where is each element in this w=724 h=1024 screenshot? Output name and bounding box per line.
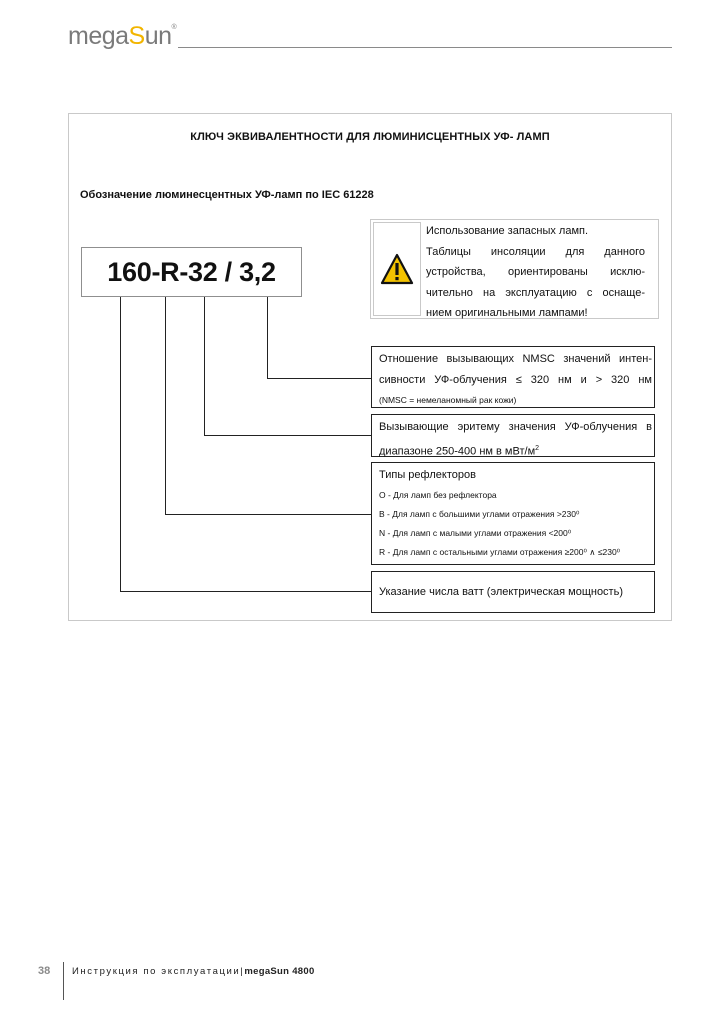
reflector-types-box <box>371 462 655 565</box>
connector-watts-vertical <box>120 297 121 592</box>
logo-suffix: un <box>144 22 172 50</box>
erythema-sup: 2 <box>535 445 540 452</box>
connector-erythema-vertical <box>204 297 205 436</box>
reflector-item: B - Для ламп с большими углами отражения >230⁰ <box>379 509 580 519</box>
nmsc-line: Отношение вызывающих NMSC значений интен- <box>379 353 652 365</box>
warning-triangle-icon <box>380 253 414 285</box>
connector-erythema-horizontal <box>204 435 371 436</box>
warning-line: Таблицы инсоляции для данного <box>426 245 645 258</box>
connector-watts-horizontal <box>120 591 371 592</box>
footer-separator: | <box>240 966 245 977</box>
footer-manual: Инструкция по эксплуатации <box>72 966 241 977</box>
watts-box <box>371 571 655 613</box>
warning-icon-cell <box>373 222 421 316</box>
header-rule <box>178 47 672 48</box>
reflector-item: R - Для ламп с остальными углами отражения ≥200⁰ ∧ ≤230⁰ <box>379 547 621 557</box>
logo-prefix: mega <box>68 22 129 50</box>
footer-text <box>72 966 315 977</box>
page-title: КЛЮЧ ЭКВИВАЛЕНТНОСТИ ДЛЯ ЛЮМИНИСЦЕНТНЫХ УФ- ЛАМП <box>190 131 550 143</box>
erythema-line-text: диапазоне 250-400 нм в мВт/м <box>379 445 536 458</box>
page-number: 38 <box>38 965 51 977</box>
nmsc-line: сивности УФ-облучения ≤ 320 нм и > 320 нм <box>379 374 652 386</box>
warning-text <box>426 221 645 324</box>
warning-line: чительно на эксплуатацию с оснаще- <box>426 286 645 299</box>
connector-ratio-vertical <box>267 297 268 379</box>
section-subtitle: Обозначение люминесцентных УФ-ламп по IEC 61228 <box>80 189 374 201</box>
logo-s: S <box>128 22 145 50</box>
nmsc-ratio-box <box>371 346 655 408</box>
connector-reflector-vertical <box>165 297 166 515</box>
erythema-box <box>371 414 655 457</box>
warning-line: Использование запасных ламп. <box>426 225 589 237</box>
nmsc-note: (NMSC = немеланомный рак кожи) <box>379 395 517 405</box>
reflector-title: Типы рефлекторов <box>379 469 476 481</box>
reflector-item: N - Для ламп с малыми углами отражения <200⁰ <box>379 528 572 538</box>
watts-text: Указание числа ватт (электрическая мощность) <box>379 585 623 598</box>
lamp-code: 160-R-32 / 3,2 <box>81 247 302 297</box>
footer-rule <box>63 962 64 1000</box>
erythema-line <box>379 438 654 463</box>
reflector-item: O - Для ламп без рефлектора <box>379 490 497 500</box>
erythema-line: Вызывающие эритему значения УФ-облучения в <box>379 421 652 433</box>
footer-product: megaSun 4800 <box>244 966 315 977</box>
logo-registered: ® <box>171 24 177 31</box>
connector-reflector-horizontal <box>165 514 371 515</box>
warning-line: устройства, ориентированы исклю- <box>426 266 645 278</box>
warning-line: нием оригинальными лампами! <box>426 307 588 319</box>
connector-ratio-horizontal <box>267 378 371 379</box>
brand-logo <box>68 22 176 51</box>
